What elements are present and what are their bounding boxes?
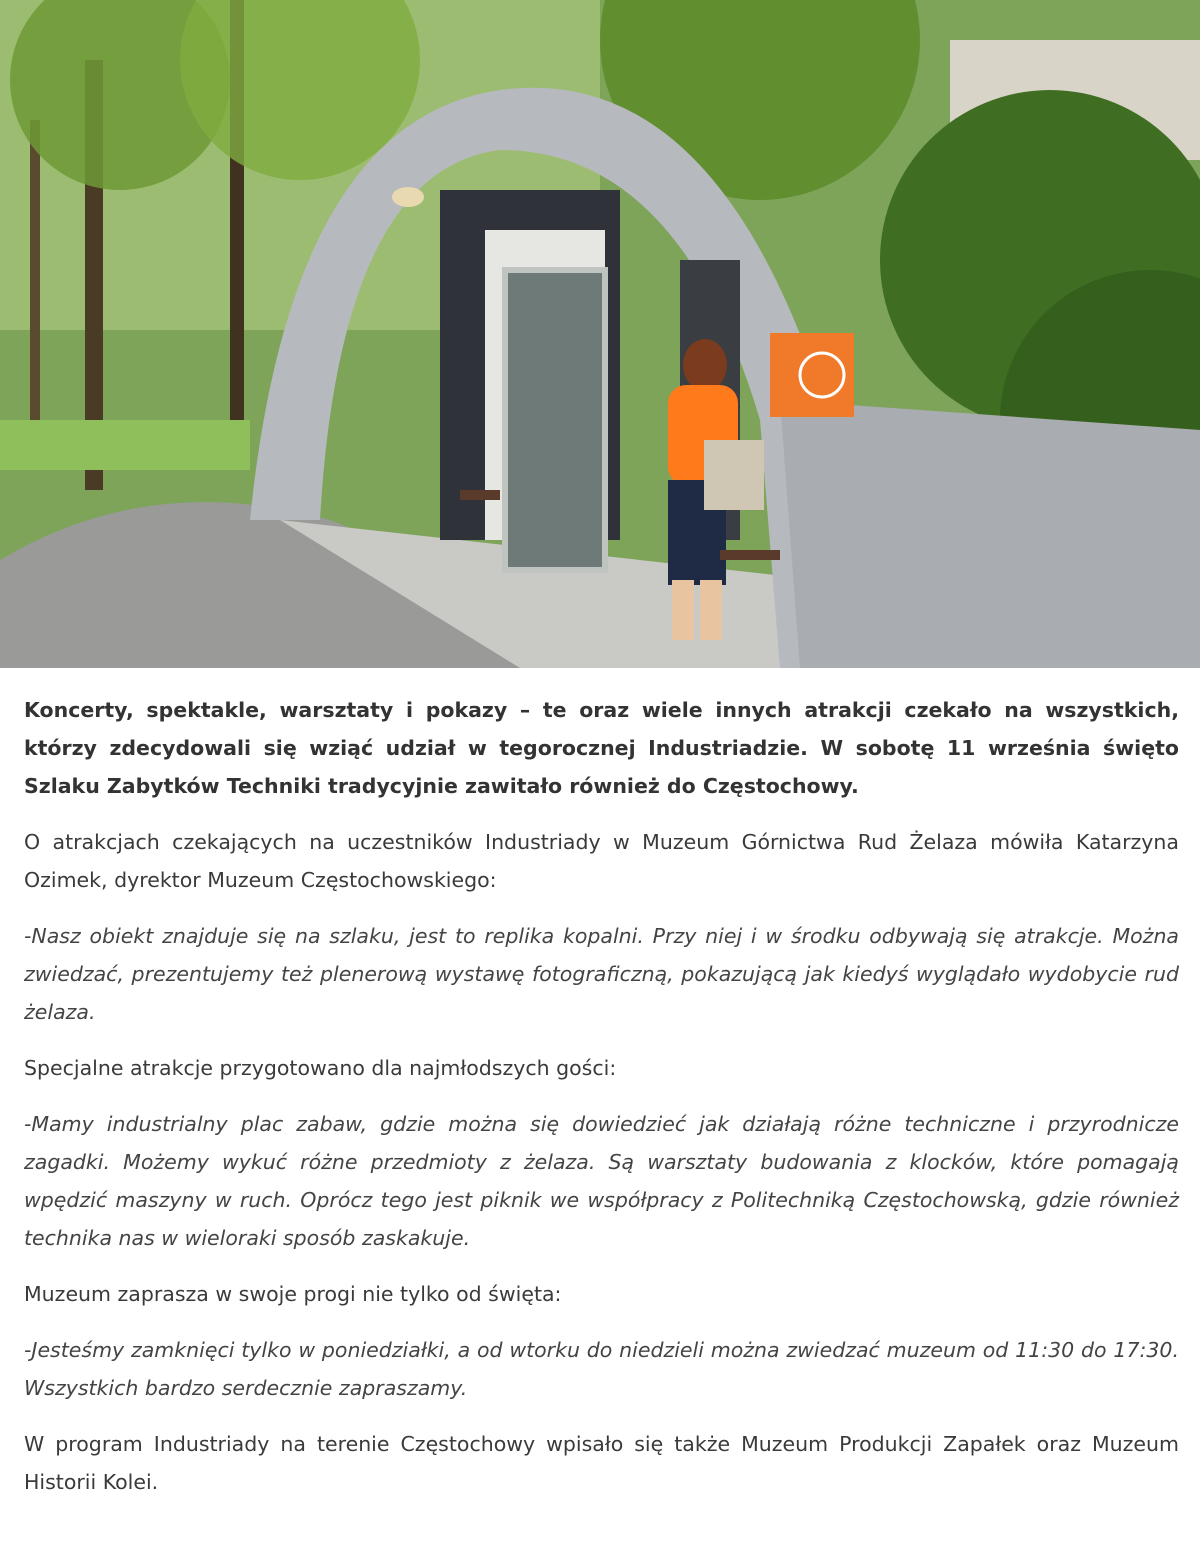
orange-sign bbox=[770, 333, 854, 417]
article-paragraph: W program Industriady na terenie Częstochowy wpisało się także Muzeum Produkcji Zapałek oraz Muzeum Historii Kolei. bbox=[24, 1432, 1179, 1494]
article-quote: -Jesteśmy zamknięci tylko w poniedziałki, a od wtorku do niedzieli można zwiedzać muzeum od 11:30 do 17:30. Wszystkich bardzo serdecznie zapraszamy. bbox=[24, 1338, 1179, 1400]
museum-entrance-illustration bbox=[0, 0, 1200, 668]
glass-door bbox=[505, 270, 605, 570]
article-body bbox=[24, 691, 1179, 1519]
article-quote: -Mamy industrialny plac zabaw, gdzie można się dowiedzieć jak działają różne techniczne i przyrodnicze zagadki. Możemy wykuć różne przedmioty z żelaza. Są warsztaty budowania z klocków, które pomagają wpędzić maszyny w ruch. Oprócz tego jest piknik we współpracy z Politechniką Częstochowską, gdzie również technika nas w wieloraki sposób zaskakuje. bbox=[24, 1112, 1179, 1250]
article-paragraph: Specjalne atrakcje przygotowano dla najmłodszych gości: bbox=[24, 1056, 617, 1080]
article-lead: Koncerty, spektakle, warsztaty i pokazy – te oraz wiele innych atrakcji czekało na wszystkich, którzy zdecydowali się wziąć udział w tegorocznej Industriadzie. W sobotę 11 września święto Szlaku Zabytków Techniki tradycyjnie zawitało również do Częstochowy. bbox=[24, 698, 1179, 798]
person-head bbox=[683, 339, 727, 391]
tote-bag bbox=[704, 440, 764, 510]
article-paragraph: O atrakcjach czekających na uczestników Industriady w Muzeum Górnictwa Rud Żelaza mówiła Katarzyna Ozimek, dyrektor Muzeum Częstochowskiego: bbox=[24, 830, 1179, 892]
article-quote: -Nasz obiekt znajduje się na szlaku, jest to replika kopalni. Przy niej i w środku odbywają się atrakcje. Można zwiedzać, prezentujemy też plenerową wystawę fotograficzną, pokazującą jak kiedyś wyglądało wydobycie rud żelaza. bbox=[24, 924, 1179, 1024]
article-photo bbox=[0, 0, 1200, 668]
article-paragraph: Muzeum zaprasza w swoje progi nie tylko od święta: bbox=[24, 1282, 562, 1306]
